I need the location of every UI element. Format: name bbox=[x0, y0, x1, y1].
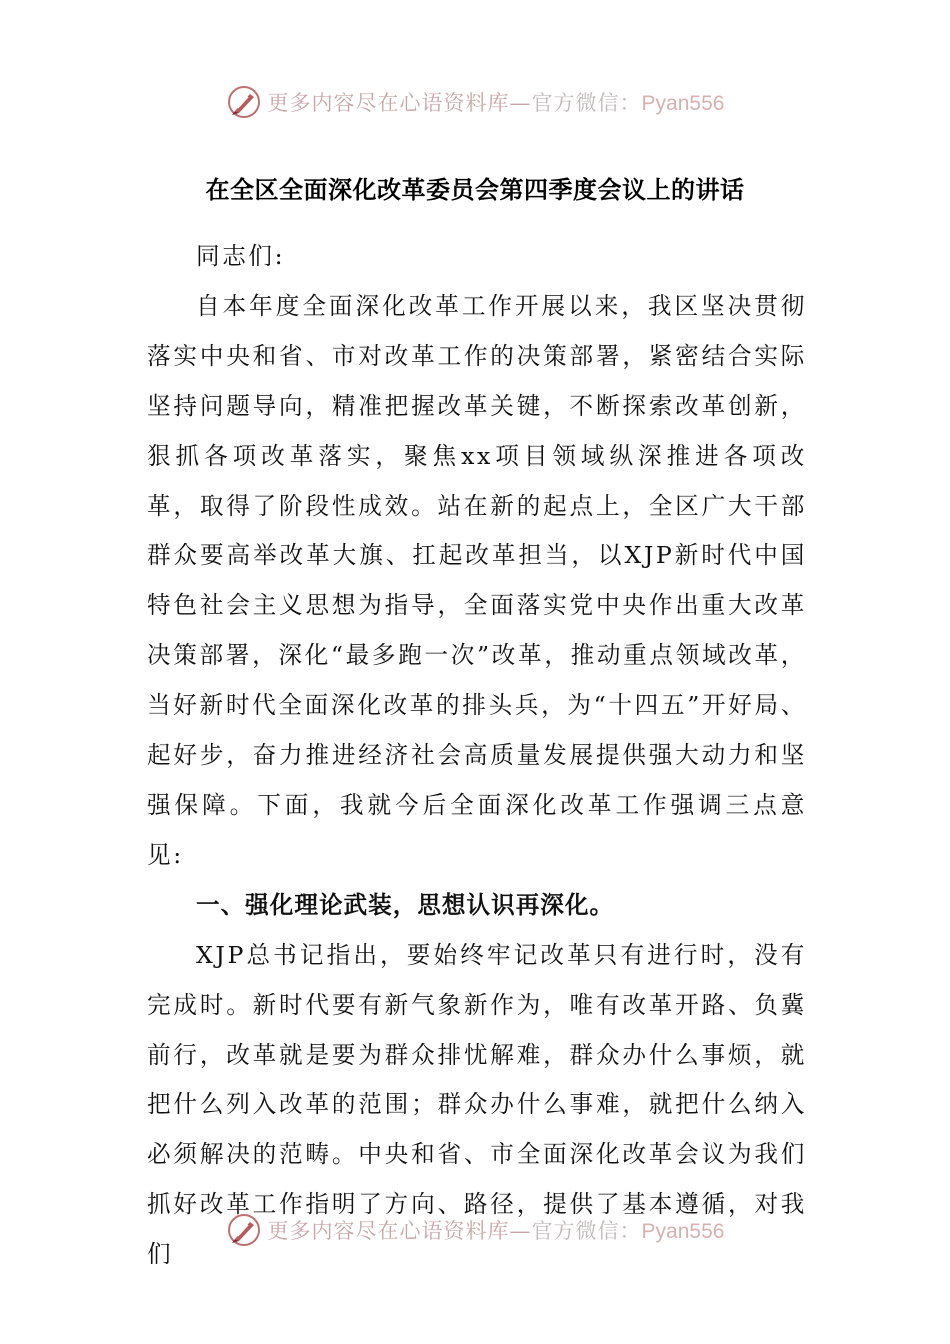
quill-pen-icon bbox=[226, 1212, 262, 1248]
quill-pen-icon bbox=[226, 84, 262, 120]
document-body bbox=[147, 232, 807, 1280]
document-title: 在全区全面深化改革委员会第四季度会议上的讲话 bbox=[205, 176, 745, 204]
watermark-banner-top bbox=[0, 82, 950, 122]
watermark-text: 更多内容尽在心语资料库—官方微信：Pyan556 bbox=[267, 1219, 725, 1243]
paragraph: 自本年度全面深化改革工作开展以来，我区坚决贯彻落实中央和省、市对改革工作的决策部署，紧密结合实际坚持问题导向，精准把握改革关键，不断探索改革创新，狠抓各项改革落实，聚焦xx项目领域纵深推进各项改革，取得了阶段性成效。站在新的起点上，全区广大干部群众要高举改革大旗、扛起改革担当，以XJP新时代中国特色社会主义思想为指导，全面落实党中央作出重大改革决策部署，深化“最多跑一次”改革，推动重点领域改革，当好新时代全面深化改革的排头兵，为“十四五”开好局、起好步，奋力推进经济社会高质量发展提供强大动力和坚强保障。下面，我就今后全面深化改革工作强调三点意见: bbox=[147, 291, 807, 869]
watermark-banner-bottom bbox=[0, 1210, 950, 1250]
section-heading: 一、强化理论武装，思想认识再深化。 bbox=[196, 890, 615, 919]
watermark-text: 更多内容尽在心语资料库—官方微信：Pyan556 bbox=[267, 91, 725, 115]
salutation: 同志们: bbox=[196, 242, 286, 270]
paragraph: XJP总书记指出，要始终牢记改革只有进行时，没有完成时。新时代要有新气象新作为，唯有改革开路、负冀前行，改革就是要为群众排忧解难，群众办什么事烦，就把什么列入改革的范围；群众办什么事难，就把什么纳入必须解决的范畴。中央和省、市全面深化改革会议为我们抓好改革工作指明了方向、路径，提供了基本遵循，对我们 bbox=[147, 940, 807, 1269]
